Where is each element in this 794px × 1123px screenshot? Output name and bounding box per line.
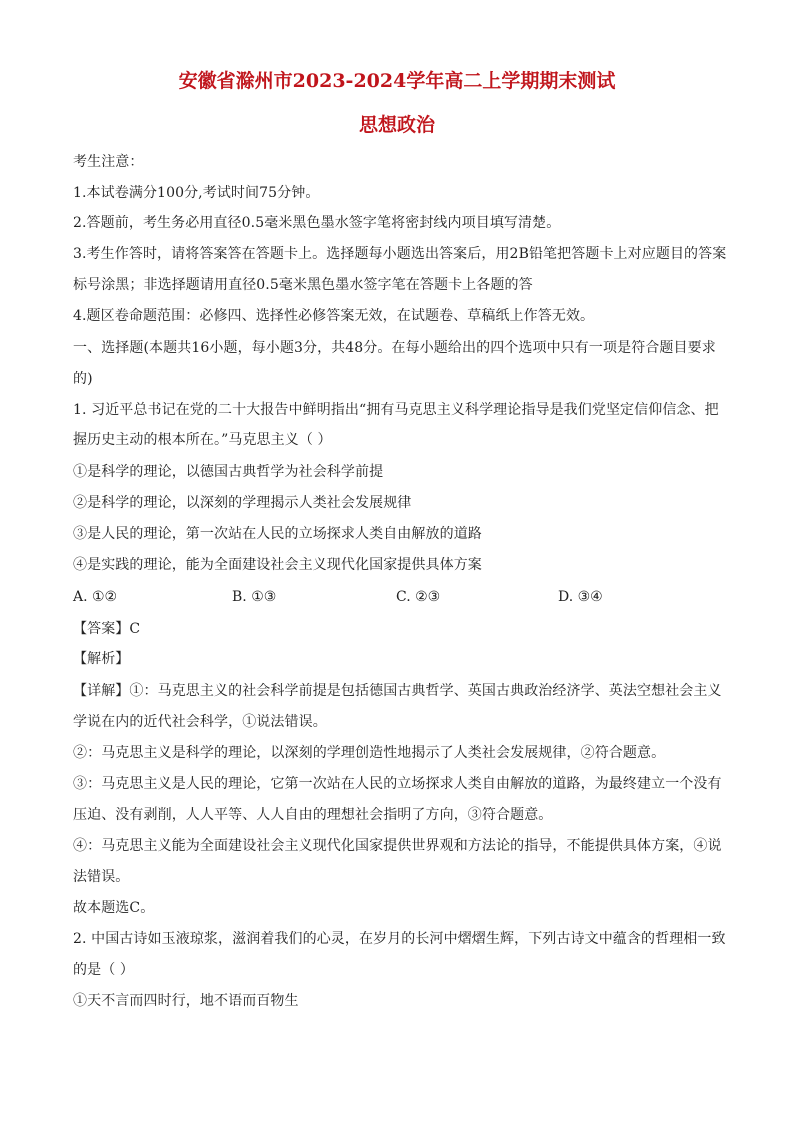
question-1-statement: ②是科学的理论，以深刻的学理揭示人类社会发展规律 — [73, 495, 412, 511]
section-heading-cont: 的) — [73, 371, 93, 387]
question-1-statement: ③是人民的理论，第一次站在人民的立场探求人类自由解放的道路 — [73, 526, 482, 542]
notice-item: 标号涂黑；非选择题请用直径0.5毫米黑色墨水签字笔在答题卡上各题的答 — [73, 277, 533, 293]
document-title: 安徽省滁州市2023-2024学年高二上学期期末测试 — [178, 70, 616, 92]
section-heading: 一、选择题(本题共16小题，每小题3分，共48分。在每小题给出的四个选项中只有一项是符合题目要求 — [73, 340, 716, 356]
question-1-statement: ①是科学的理论，以德国古典哲学为社会科学前提 — [73, 464, 384, 480]
notice-item: 2.答题前，考生务必用直径0.5毫米黑色墨水签字笔将密封线内项目填写清楚。 — [73, 215, 561, 231]
analysis-line: ②：马克思主义是科学的理论，以深刻的学理创造性地揭示了人类社会发展规律，②符合题意。 — [73, 745, 666, 761]
notice-heading: 考生注意： — [73, 154, 144, 170]
notice-item: 1.本试卷满分100分,考试时间75分钟。 — [73, 185, 320, 201]
document-subtitle: 思想政治 — [358, 114, 435, 136]
option-b: B. ①③ — [232, 589, 277, 605]
analysis-conclusion: 故本题选C。 — [73, 900, 155, 916]
option-a: A. ①② — [73, 589, 118, 605]
question-1-statement: ④是实践的理论，能为全面建设社会主义现代化国家提供具体方案 — [73, 557, 482, 573]
question-1-stem: 1. 习近平总书记在党的二十大报告中鲜明指出“拥有马克思主义科学理论指导是我们党坚定信仰信念、把 — [73, 402, 719, 418]
question-1-stem-cont: 握历史主动的根本所在。”马克思主义（ ） — [73, 432, 332, 448]
question-2-stem: 2. 中国古诗如玉液琼浆，滋润着我们的心灵，在岁月的长河中熠熠生辉，下列古诗文中蕴含的哲理相一致 — [73, 931, 726, 947]
notice-item: 4.题区卷命题范围：必修四、选择性必修答案无效，在试题卷、草稿纸上作答无效。 — [73, 308, 595, 324]
analysis-label: 【解析】 — [73, 651, 130, 667]
option-c: C. ②③ — [396, 589, 441, 605]
analysis-line: 学说在内的近代社会科学，①说法错误。 — [73, 714, 327, 730]
analysis-line: 【详解】①：马克思主义的社会科学前提是包括德国古典哲学、英国古典政治经济学、英法空想社会主义 — [73, 683, 722, 699]
option-d: D. ③④ — [558, 589, 603, 605]
notice-item: 3.考生作答时，请将答案答在答题卡上。选择题每小题选出答案后，用2B铅笔把答题卡上对应题目的答案 — [73, 246, 727, 262]
analysis-line: ④：马克思主义能为全面建设社会主义现代化国家提供世界观和方法论的指导，不能提供具体方案，④说 — [73, 838, 722, 854]
question-2-statement: ①天不言而四时行，地不语而百物生 — [73, 993, 299, 1009]
question-2-stem-cont: 的是（ ） — [73, 962, 134, 978]
answer-label: 【答案】C — [73, 621, 141, 637]
analysis-line: 压迫、没有剥削，人人平等、人人自由的理想社会指明了方向，③符合题意。 — [73, 807, 553, 823]
analysis-line: ③：马克思主义是人民的理论，它第一次站在人民的立场探求人类自由解放的道路，为最终建立一个没有 — [73, 776, 722, 792]
analysis-line: 法错误。 — [73, 869, 130, 885]
